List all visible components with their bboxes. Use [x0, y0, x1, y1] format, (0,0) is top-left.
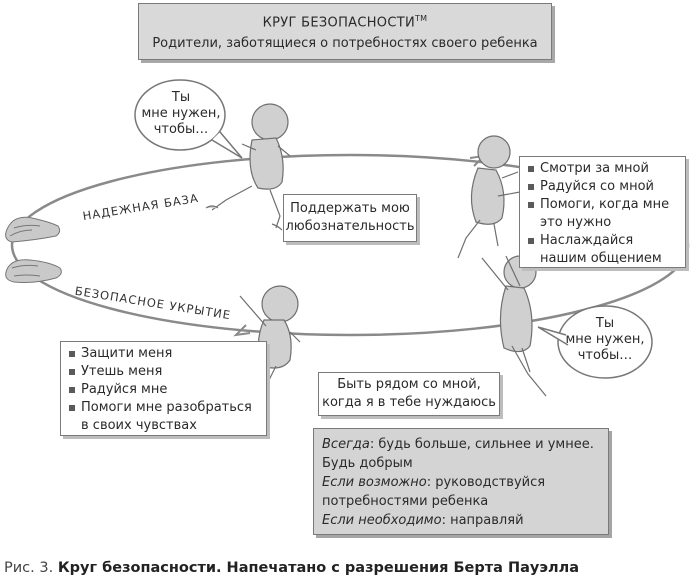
bubble-line: Ты [595, 316, 615, 331]
guide-possible [322, 473, 600, 511]
guide-possible-text: : руководствуйся потребностями ребенка [322, 475, 546, 509]
secure-base-label: НАДЕЖНАЯ БАЗА [81, 190, 200, 224]
trademark-mark: TM [414, 14, 428, 23]
bubble-line: мне нужен, [141, 106, 221, 121]
be-near-line: Быть рядом со мной, [337, 377, 481, 392]
guide-necessary-label: Если необходимо [322, 513, 442, 528]
support-curiosity-box [283, 194, 417, 242]
title-main [139, 10, 551, 32]
support-line: Поддержать мою [290, 201, 410, 216]
parent-guidance-box [313, 428, 609, 535]
list-item: Помоги мне разобраться в своих чувствах [67, 399, 260, 435]
caption-prefix: Рис. 3. [4, 560, 58, 576]
bubble-line: Ты [171, 90, 191, 105]
guide-necessary-text: : направляй [441, 513, 524, 528]
guide-always-text: : будь больше, сильнее и умнее. [369, 437, 594, 452]
guide-possible-label: Если возможно [322, 475, 427, 490]
list-item: Утешь меня [67, 363, 260, 381]
bubble-line: чтобы… [153, 122, 209, 137]
secure-base-needs-list [526, 160, 679, 268]
parent-hands-image [6, 217, 62, 282]
list-item: Смотри за мной [526, 160, 679, 178]
be-near-line: когда я в тебе нуждаюсь [322, 395, 496, 410]
list-item: Помоги, когда мне это нужно [526, 196, 679, 232]
speech-bubble-top-left [136, 90, 226, 138]
guide-always [322, 435, 600, 454]
list-item: Наслаждайся нашим общением [526, 232, 679, 268]
speech-bubble-right [559, 316, 651, 364]
guide-always-label: Всегда [322, 437, 370, 452]
title-box [138, 3, 552, 60]
list-item: Радуйся мне [67, 381, 260, 399]
bubble-line: мне нужен, [565, 332, 645, 347]
be-near-box [318, 372, 500, 416]
safe-haven-needs-box [60, 341, 267, 436]
safe-haven-label: БЕЗОПАСНОЕ УКРЫТИЕ [73, 283, 233, 323]
safe-haven-needs-list [67, 345, 260, 435]
caption-title: Круг безопасности. Напечатано с разрешения Берта Пауэлла [57, 560, 579, 576]
list-item: Защити меня [67, 345, 260, 363]
guide-kind: Будь добрым [322, 456, 413, 471]
list-item: Радуйся со мной [526, 178, 679, 196]
support-line: любознательность [285, 219, 415, 234]
title-text: КРУГ БЕЗОПАСНОСТИ [262, 15, 415, 31]
baby-climbing-image [458, 136, 520, 258]
guide-necessary [322, 511, 600, 530]
bubble-line: чтобы… [577, 348, 633, 363]
secure-base-needs-box [519, 156, 686, 268]
figure-caption [4, 560, 579, 576]
title-subtitle: Родители, заботящиеся о потребностях своего ребенка [152, 36, 538, 52]
